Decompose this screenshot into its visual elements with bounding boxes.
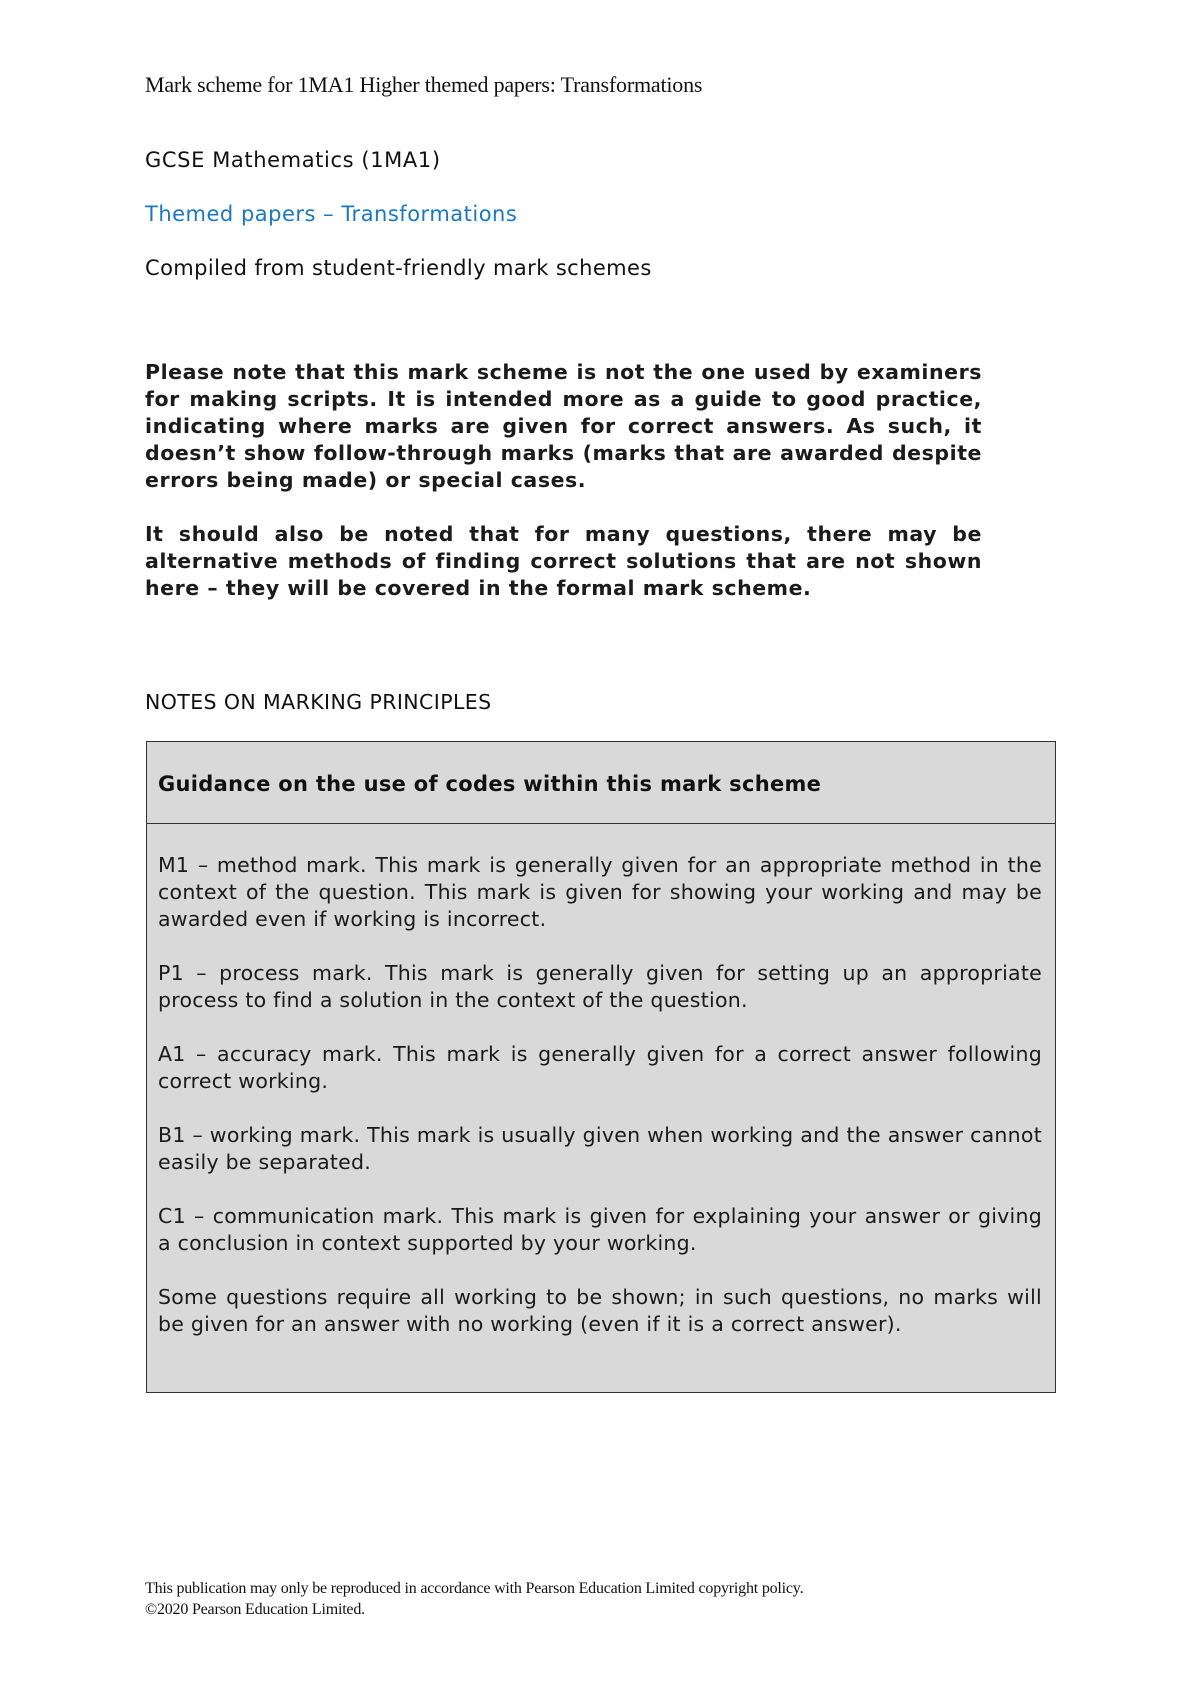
- compiled-note: Compiled from student-friendly mark schemes: [145, 256, 652, 280]
- document-header: Mark scheme for 1MA1 Higher themed papers: Transformations: [145, 72, 703, 97]
- communication-mark-description: C1 – communication mark. This mark is given for explaining your answer or giving a conclusion in context supported by your working.: [158, 1204, 1042, 1255]
- process-mark-description: P1 – process mark. This mark is generally given for setting up an appropriate process to find a solution in the context of the question.: [158, 961, 1042, 1012]
- working-mark-description: B1 – working mark. This mark is usually given when working and the answer cannot easily be separated.: [158, 1123, 1042, 1174]
- copyright-footer: [145, 1578, 803, 1620]
- guidance-heading: Guidance on the use of codes within this mark scheme: [147, 742, 1055, 824]
- alternative-methods-paragraph: It should also be noted that for many questions, there may be alternative methods of finding correct solutions that are not shown here – they will be covered in the formal mark scheme.: [145, 521, 982, 600]
- working-required-note: Some questions require all working to be shown; in such questions, no marks will be given for an answer with no working (even if it is a correct answer).: [158, 1285, 1042, 1336]
- guidance-body: [147, 824, 1055, 1338]
- accuracy-mark-description: A1 – accuracy mark. This mark is generally given for a correct answer following correct working.: [158, 1042, 1042, 1093]
- marking-principles-title: NOTES ON MARKING PRINCIPLES: [145, 690, 492, 714]
- subject-title: GCSE Mathematics (1MA1): [145, 148, 441, 172]
- method-mark-description: M1 – method mark. This mark is generally given for an appropriate method in the context of the question. This mark is given for showing your working and may be awarded even if working is incorrect.: [158, 853, 1042, 931]
- guidance-box: [146, 741, 1056, 1393]
- themed-papers-title: Themed papers – Transformations: [145, 202, 518, 226]
- copyright-line: ©2020 Pearson Education Limited.: [145, 1601, 365, 1618]
- copyright-policy-line: This publication may only be reproduced in accordance with Pearson Education Limited copyright policy.: [145, 1580, 804, 1597]
- disclaimer-paragraph: Please note that this mark scheme is not the one used by examiners for making scripts. It is intended more as a guide to good practice, indicating where marks are given for correct answers. As such, it doesn’t show follow-through marks (marks that are awarded despite errors being made) or special cases.: [145, 359, 982, 492]
